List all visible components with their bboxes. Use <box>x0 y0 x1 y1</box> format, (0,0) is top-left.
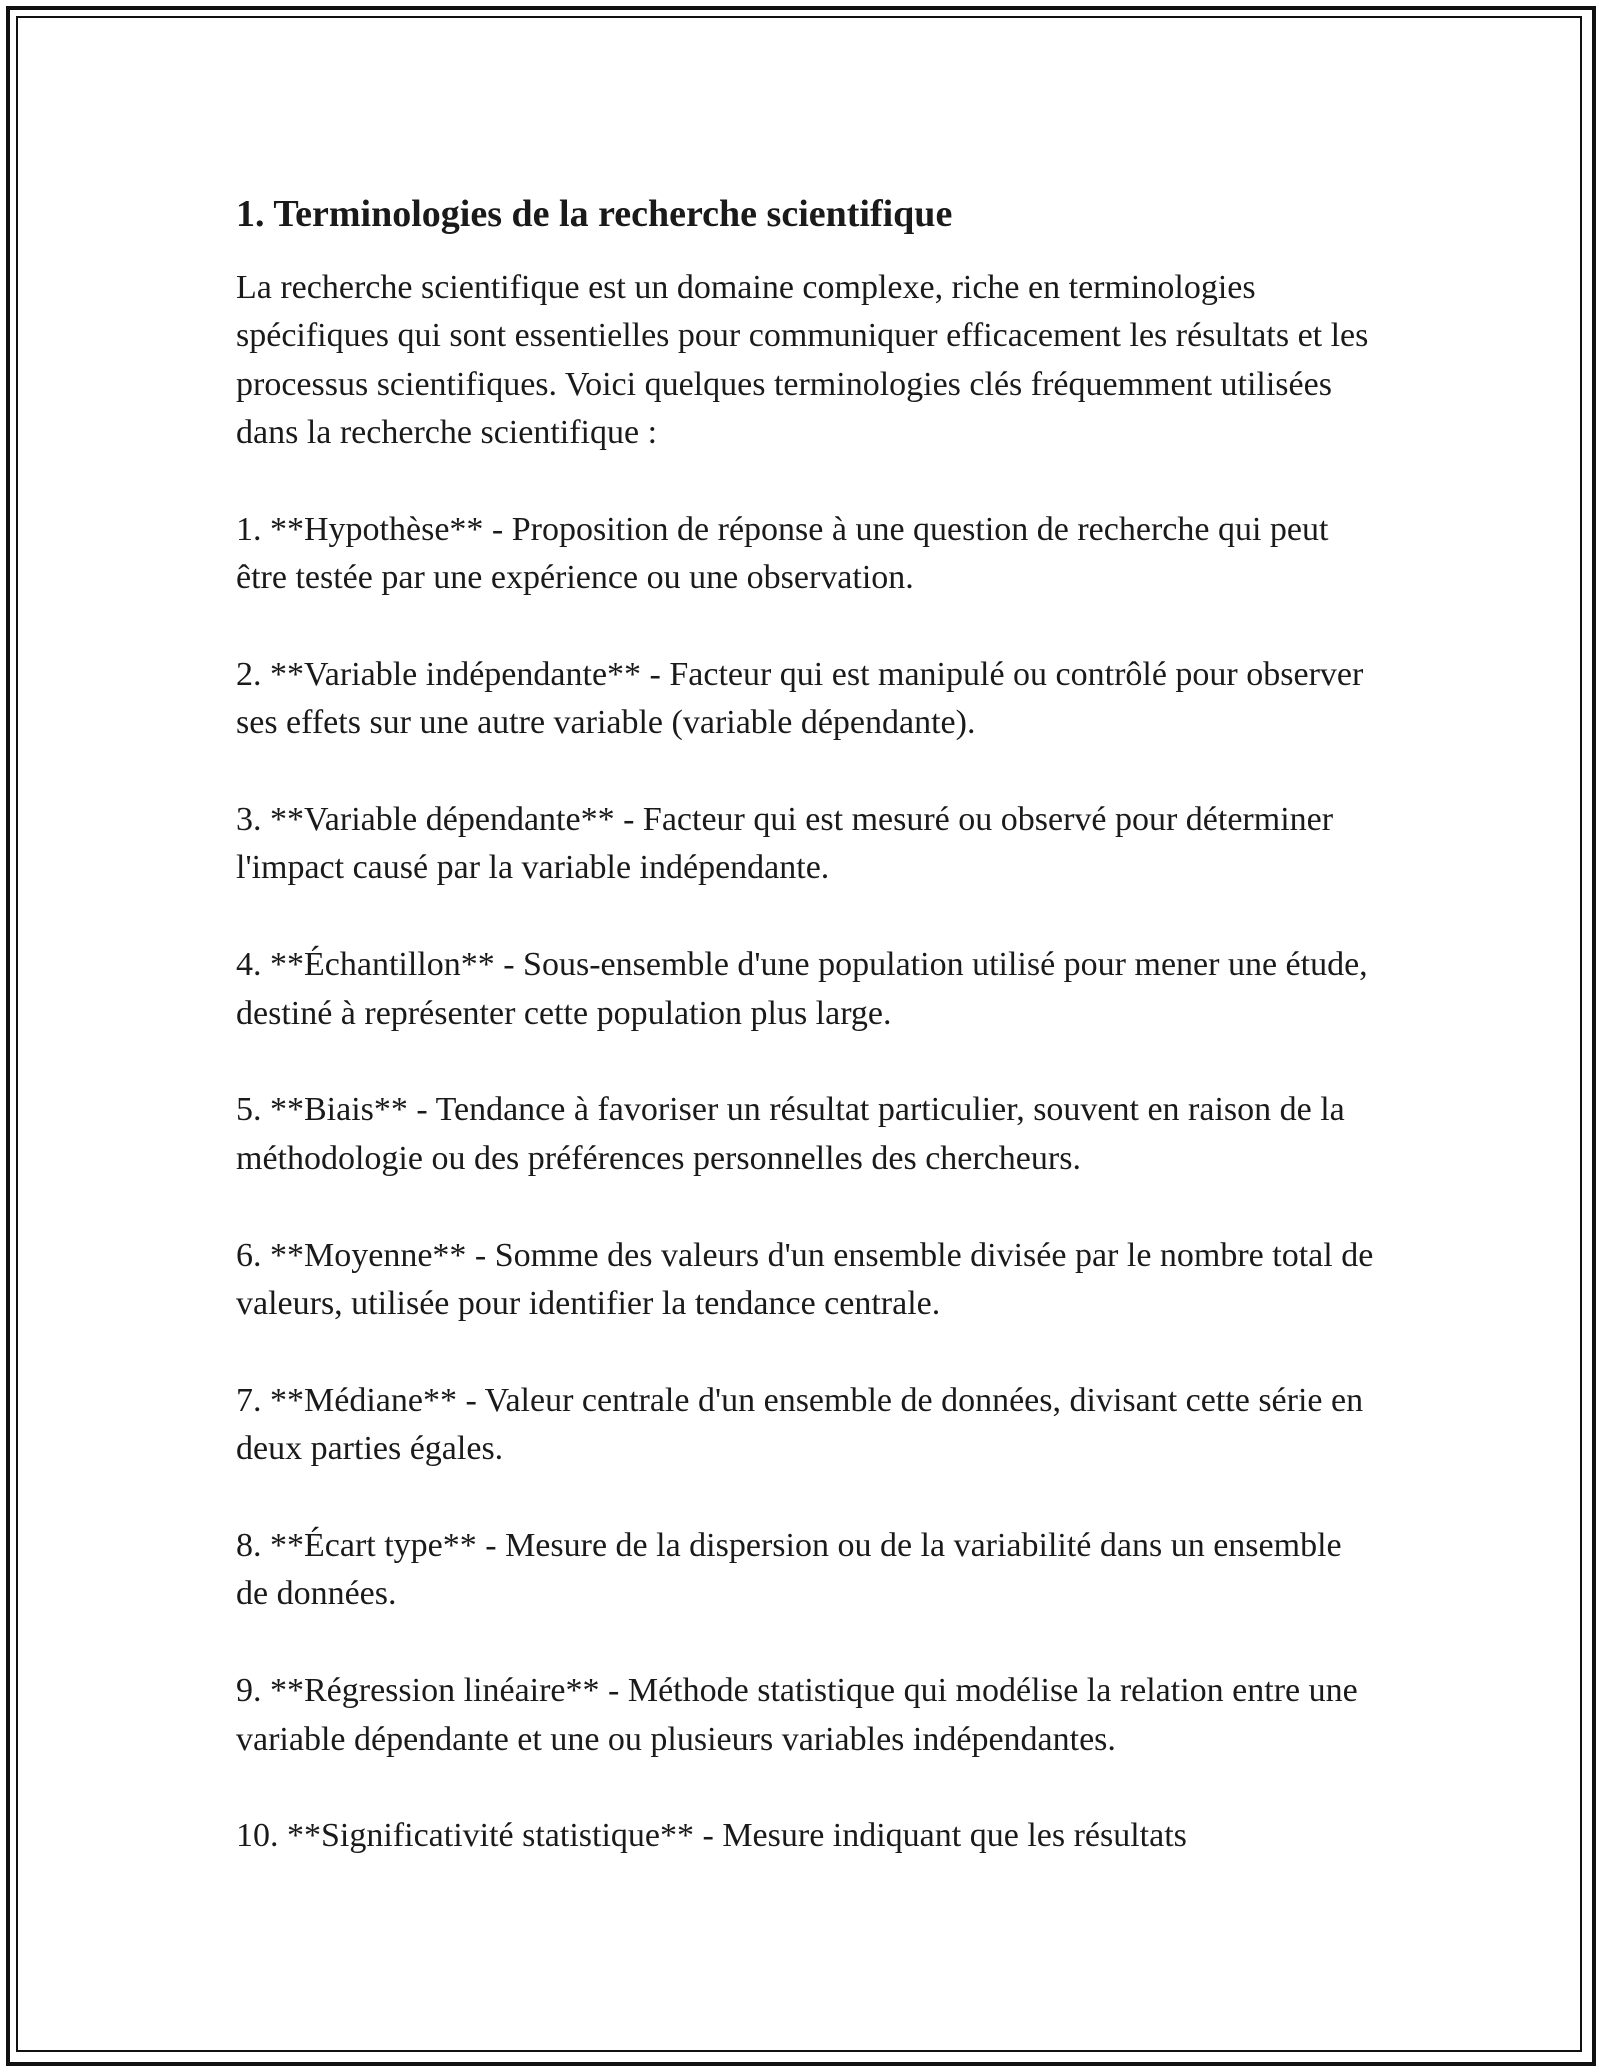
intro-paragraph: La recherche scientifique est un domaine complexe, riche en terminologies spécifiques qui sont essentielles pour communiquer efficacement les résultats et les processus scientifiques. Voici quelques terminologies clés fréquemment utilisées dans la recherche scientifique : <box>236 269 1369 452</box>
term-item-ecart-type: 8. **Écart type** - Mesure de la dispersion ou de la variabilité dans un ensemble de données. <box>236 1527 1342 1613</box>
term-item-hypothese: 1. **Hypothèse** - Proposition de réponse à une question de recherche qui peut être testée par une expérience ou une observation. <box>236 510 1329 597</box>
term-item-biais: 5. **Biais** - Tendance à favoriser un résultat particulier, souvent en raison de la méthodologie ou des préférences personnelles des chercheurs. <box>236 1091 1345 1177</box>
terminology-list <box>236 506 1376 1861</box>
term-item-mediane: 7. **Médiane** - Valeur centrale d'un ensemble de données, divisant cette série en deux parties égales. <box>236 1381 1364 1468</box>
term-item-moyenne: 6. **Moyenne** - Somme des valeurs d'un ensemble divisée par le nombre total de valeurs, utilisée pour identifier la tendance centrale. <box>236 1236 1374 1323</box>
term-item-significativite-statistique: 10. **Significativité statistique** - Mesure indiquant que les résultats <box>236 1817 1187 1855</box>
document-body <box>236 188 1376 1909</box>
section-title: 1. Terminologies de la recherche scientifique <box>236 193 953 235</box>
term-item-regression-lineaire: 9. **Régression linéaire** - Méthode statistique qui modélise la relation entre une variable dépendante et une ou plusieurs variables indépendantes. <box>236 1672 1358 1758</box>
term-item-echantillon: 4. **Échantillon** - Sous-ensemble d'une population utilisé pour mener une étude, destiné à représenter cette population plus large. <box>236 946 1368 1032</box>
term-item-variable-independante: 2. **Variable indépendante** - Facteur qui est manipulé ou contrôlé pour observer ses effets sur une autre variable (variable dépendante). <box>236 655 1364 742</box>
term-item-variable-dependante: 3. **Variable dépendante** - Facteur qui est mesuré ou observé pour déterminer l'impact causé par la variable indépendante. <box>236 801 1334 887</box>
